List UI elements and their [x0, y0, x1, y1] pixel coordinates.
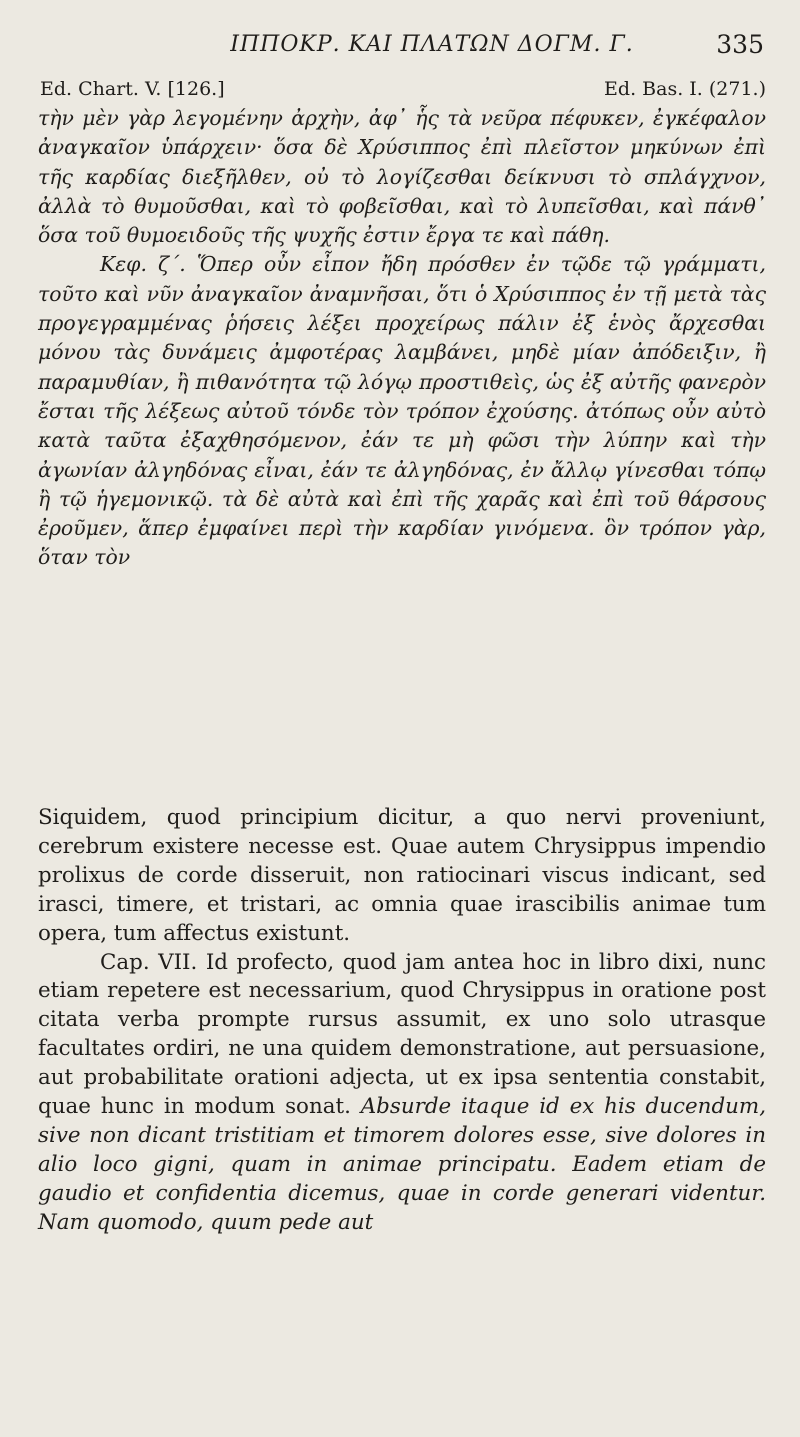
- page-number: 335: [716, 30, 764, 59]
- edition-ref-chartier: Ed. Chart. V. [126.]: [40, 78, 225, 100]
- latin-quotation-italic: Absurde itaque id ex his ducendum, sive non dicant tristitiam et timorem dolores esse, sive dolores in alio loco gigni, quam in animae principatu. Eadem etiam de gaudio et confidentia dicemus, quae in corde generari videntur. Nam quomodo, quum pede aut: [38, 1094, 766, 1235]
- running-head: [60, 28, 764, 68]
- greek-paragraph-chapter-7: [38, 250, 766, 572]
- latin-text-block: [38, 804, 766, 1238]
- latin-paragraph: Siquidem, quod principium dicitur, a quo nervi proveniunt, cerebrum existere necesse est. Quae autem Chrysippus impendio prolixus de corde disseruit, non ratiocinari viscus indicant, sed irasci, timere, et tristari, ac omnia quae irascibilis animae tum opera, tum affectus existunt.: [38, 805, 766, 946]
- greek-text-block: [38, 104, 766, 573]
- latin-paragraph-chapter-7: [38, 949, 766, 1238]
- latin-chapter-text: Cap. VII. Id profecto, quod jam antea hoc in libro dixi, nunc etiam repetere est necessarium, quod Chrysippus in oratione post citata verba prompte rursus assumit, ex uno solo utrasque facultates ordiri, ne una quidem demonstratione, aut persuasione, aut probabilitate orationi adjecta, ut ex ipsa sententia constabit, quae hunc in modum sonat.: [38, 949, 766, 1120]
- edition-ref-basel: Ed. Bas. I. (271.): [604, 78, 766, 100]
- greek-paragraph: τὴν μὲν γὰρ λεγομένην ἀρχὴν, ἀφ᾽ ἧς τὰ νεῦρα πέφυκεν, ἐγκέφαλον ἀναγκαῖον ὑπάρχειν· ὅσα δὲ Χρύσιππος ἐπὶ πλεῖστον μηκύνων ἐπὶ τῆς καρδίας διεξῆλθεν, οὐ τὸ λογίζεσθαι δείκνυσι τὸ σπλάγχνον, ἀλλὰ τὸ θυμοῦσθαι, καὶ τὸ φοβεῖσθαι, καὶ τὸ λυπεῖσθαι, καὶ πάνθ᾽ ὅσα τοῦ θυμοειδοῦς τῆς ψυχῆς ἐστιν ἔργα τε καὶ πάθη.: [38, 106, 766, 248]
- greek-chapter-text: Ὅπερ οὖν εἶπον ἤδη πρόσθεν ἐν τῷδε τῷ γράμματι, τοῦτο καὶ νῦν ἀναγκαῖον ἀναμνῆσαι, ὅτι ὁ Χρύσιππος ἐν τῇ μετὰ τὰς προγεγραμμένας ῥήσεις λέξει προχείρως πάλιν ἐξ ἑνὸς ἄρχεσθαι μόνου τὰς δυνάμεις ἀμφοτέρας λαμβάνει, μηδὲ μίαν ἀπόδειξιν, ἢ παραμυθίαν, ἢ πιθανότητα τῷ λόγῳ προστιθεὶς, ὡς ἐξ αὐτῆς φανερὸν ἔσται τῆς λέξεως αὐτοῦ τόνδε τὸν τρόπον ἐχούσης. ἀτόπως οὖν αὐτὸ κατὰ ταῦτα ἐξαχθησόμενον, ἐάν τε μὴ φῶσι τὴν λύπην καὶ τὴν ἀγωνίαν ἀλγηδόνας εἶναι, ἐάν τε ἀλγηδόνας, ἐν ἄλλῳ γίνεσθαι τόπῳ ἢ τῷ ἡγεμονικῷ. τὰ δὲ αὐτὰ καὶ ἐπὶ τῆς χαρᾶς καὶ ἐπὶ τοῦ θάρσους ἐροῦμεν, ἅπερ ἐμφαίνει περὶ τὴν καρδίαν γινόμενα. ὃν τρόπον γὰρ, ὅταν τὸν: [38, 252, 766, 570]
- running-head-title: ΙΠΠΟΚΡ. ΚΑΙ ΠΛΑΤΩΝ ΔΟΓΜ. Γ.: [230, 32, 634, 57]
- edition-references: [40, 78, 766, 106]
- greek-chapter-label: Κεφ. ζ΄.: [100, 252, 186, 277]
